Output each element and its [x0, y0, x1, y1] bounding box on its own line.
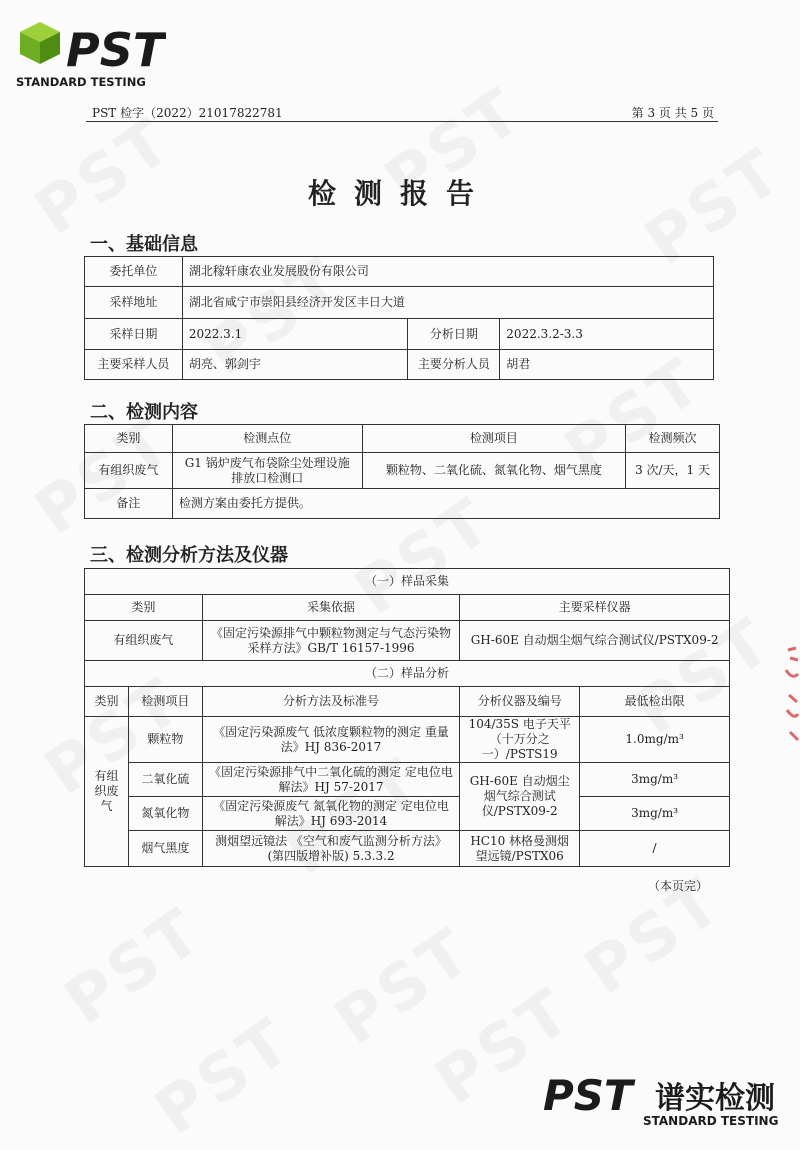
- section-methods-heading: 三、检测分析方法及仪器: [90, 545, 288, 566]
- value-analysis-date: 2022.3.2-3.3: [500, 319, 714, 350]
- col-instrument: 分析仪器及编号: [460, 687, 580, 717]
- col-sampling-instrument: 主要采样仪器: [460, 595, 730, 621]
- col-method: 分析方法及标准号: [202, 687, 459, 717]
- label-sampler: 主要采样人员: [85, 350, 183, 380]
- col-category: 类别: [85, 595, 203, 621]
- report-title: 检测报告: [307, 177, 492, 210]
- col-item: 检测项目: [128, 687, 202, 717]
- test-content-table: [84, 424, 720, 519]
- subsection-analysis: （二）样品分析: [85, 661, 730, 687]
- label-remark: 备注: [85, 489, 173, 519]
- col-category: 类别: [85, 687, 129, 717]
- col-point: 检测点位: [172, 425, 362, 453]
- cell-point: G1 锅炉废气布袋除尘处理设施排放口检测口: [172, 453, 362, 489]
- footer-logo-subtitle: STANDARD TESTING: [643, 1114, 779, 1128]
- col-items: 检测项目: [362, 425, 626, 453]
- logo-subtitle: STANDARD TESTING: [16, 75, 146, 89]
- seal-fragment: [780, 640, 800, 750]
- logo-text: PST: [66, 23, 165, 77]
- methods-table: [84, 568, 730, 867]
- cell-basis: 《固定污染源排气中颗粒物测定与气态污染物采样方法》GB/T 16157-1996: [202, 621, 459, 661]
- label-address: 采样地址: [85, 287, 183, 319]
- cell-lod: 1.0mg/m³: [580, 717, 730, 763]
- col-lod: 最低检出限: [580, 687, 730, 717]
- col-category: 类别: [85, 425, 173, 453]
- watermark: [142, 1004, 306, 1150]
- label-analysis-date: 分析日期: [408, 319, 500, 350]
- label-sampling-date: 采样日期: [85, 319, 183, 350]
- value-client: 湖北稼轩康农业发展股份有限公司: [182, 257, 713, 287]
- section-basic-info-heading: 一、基础信息: [90, 234, 198, 255]
- cell-sampling-instrument: GH-60E 自动烟尘烟气综合测试仪/PSTX09-2: [460, 621, 730, 661]
- cell-instrument: 104/35S 电子天平（十万分之一）/PSTS19: [460, 717, 580, 763]
- report-number: PST 检字（2022）21017822781: [92, 106, 283, 120]
- cell-items: 颗粒物、二氧化硫、氮氧化物、烟气黑度: [362, 453, 626, 489]
- col-basis: 采集依据: [202, 595, 459, 621]
- cell-item: 烟气黑度: [128, 831, 202, 867]
- cell-frequency: 3 次/天，1 天: [626, 453, 720, 489]
- value-address: 湖北省咸宁市崇阳县经济开发区丰日大道: [182, 287, 713, 319]
- page-indicator: 第 3 页 共 5 页: [631, 106, 714, 120]
- value-sampling-date: 2022.3.1: [182, 319, 408, 350]
- cell-item: 氮氧化物: [128, 797, 202, 831]
- value-analyst: 胡君: [500, 350, 714, 380]
- cell-category: 有组织废气: [85, 717, 129, 867]
- cell-lod: 3mg/m³: [580, 797, 730, 831]
- label-analyst: 主要分析人员: [408, 350, 500, 380]
- cell-item: 二氧化硫: [128, 763, 202, 797]
- col-frequency: 检测频次: [626, 425, 720, 453]
- cell-method: 《固定污染源废气 低浓度颗粒物的测定 重量法》HJ 836-2017: [202, 717, 459, 763]
- value-remark: 检测方案由委托方提供。: [172, 489, 719, 519]
- basic-info-table: [84, 256, 714, 380]
- section-content-heading: 二、检测内容: [90, 402, 198, 423]
- cell-lod: 3mg/m³: [580, 763, 730, 797]
- cell-item: 颗粒物: [128, 717, 202, 763]
- watermark: [52, 894, 216, 1040]
- value-sampler: 胡亮、郭剑宇: [182, 350, 408, 380]
- subsection-sampling: （一）样品采集: [85, 569, 730, 595]
- header-divider: [86, 121, 718, 122]
- label-client: 委托单位: [85, 257, 183, 287]
- cell-method: 测烟望远镜法 《空气和废气监测分析方法》(第四版增补版) 5.3.3.2: [202, 831, 459, 867]
- cell-lod: /: [580, 831, 730, 867]
- cell-category: 有组织废气: [85, 453, 173, 489]
- cell-method: 《固定污染源废气 氮氧化物的测定 定电位电解法》HJ 693-2014: [202, 797, 459, 831]
- cell-category: 有组织废气: [85, 621, 203, 661]
- cell-instrument: GH-60E 自动烟尘烟气综合测试仪/PSTX09-2: [460, 763, 580, 831]
- footer-logo: [543, 1072, 788, 1128]
- footer-logo-chinese: 谱实检测: [655, 1081, 775, 1116]
- page-end-note: （本页完）: [648, 879, 709, 893]
- cell-instrument: HC10 林格曼测烟望远镜/PSTX06: [460, 831, 580, 867]
- cell-method: 《固定污染源排气中二氧化硫的测定 定电位电解法》HJ 57-2017: [202, 763, 459, 797]
- company-logo: [16, 12, 166, 92]
- footer-logo-text: PST: [543, 1072, 633, 1120]
